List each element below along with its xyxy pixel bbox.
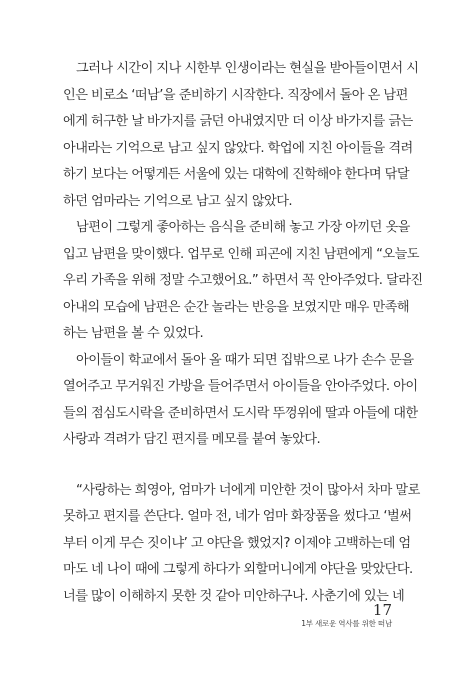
text-line: 우리 가족을 위해 정말 수고했어요.” 하면서 꼭 안아주었다. 달라진 [63,273,423,288]
text-line: 아내라는 기억으로 남고 싶지 않았다. 학업에 지친 아이들을 격려 [63,140,413,156]
text-line: 입고 남편을 맞이했다. 업무로 인해 피곤에 지친 남편에게 “오늘도 [63,246,419,262]
text-line: 남편이 그렇게 좋아하는 음식을 준비해 놓고 가장 아끼던 옷을 [76,220,410,235]
text-line: 열어주고 무거워진 가방을 들어주면서 아이들을 안아주었다. 아이 [63,379,418,394]
text-line: 사랑과 격려가 담긴 편지를 메모를 붙여 놓았다. [63,432,321,447]
text-line: 하기 보다는 어떻게든 서울에 있는 대학에 진학해야 한다며 닦달 [63,167,410,182]
text-line: 인은 비로소 ‘떠남’을 준비하기 시작한다. 직장에서 돌아 온 남편 [63,87,408,103]
section-gap [63,454,393,478]
paragraph-1 [63,56,419,215]
text-line: 에게 허구한 날 바가지를 긁던 아내였지만 더 이상 바가지를 긁는 [63,114,413,129]
text-line: 마도 네 나이 때에 그렇게 하다가 외할머니에게 야단을 맞았단다. [63,562,413,577]
paragraph-4 [63,478,420,611]
page-number: 17 [372,601,392,619]
paragraph-3 [63,348,418,454]
page-footer [301,602,392,629]
text-line: 부터 이게 무슨 짓이냐’ 고 야단을 했었지? 이제야 고백하는데 엄 [63,535,411,551]
text-line: 아내의 모습에 남편은 순간 놀라는 반응을 보였지만 매우 만족해 [63,299,410,315]
text-line: 하던 엄마라는 기억으로 남고 싶지 않았다. [63,193,293,209]
body-text [63,56,423,610]
text-line: 못하고 편지를 쓴단다. 얼마 전, 네가 엄마 화장품을 썼다고 ‘벌써 [63,509,412,524]
text-line: 아이들이 학교에서 돌아 올 때가 되면 집밖으로 나가 손수 문을 [76,352,414,368]
paragraph-2 [63,215,423,348]
text-line: 너를 많이 이해하지 못한 것 같아 미안하구나. 사춘기에 있는 네 [63,588,405,604]
running-footer-title: 1부 새로운 역사를 위한 떠남 [301,619,392,628]
text-line: 그러나 시간이 지나 시한부 인생이라는 현실을 받아들이면서 시 [76,61,419,76]
text-line: 하는 남편을 볼 수 있었다. [63,326,204,341]
text-line: 들의 점심도시락을 준비하면서 도시락 뚜껑위에 딸과 아들에 대한 [63,405,418,421]
text-line: “사랑하는 희영아, 엄마가 너에게 미안한 것이 많아서 차마 말로 [76,482,420,498]
